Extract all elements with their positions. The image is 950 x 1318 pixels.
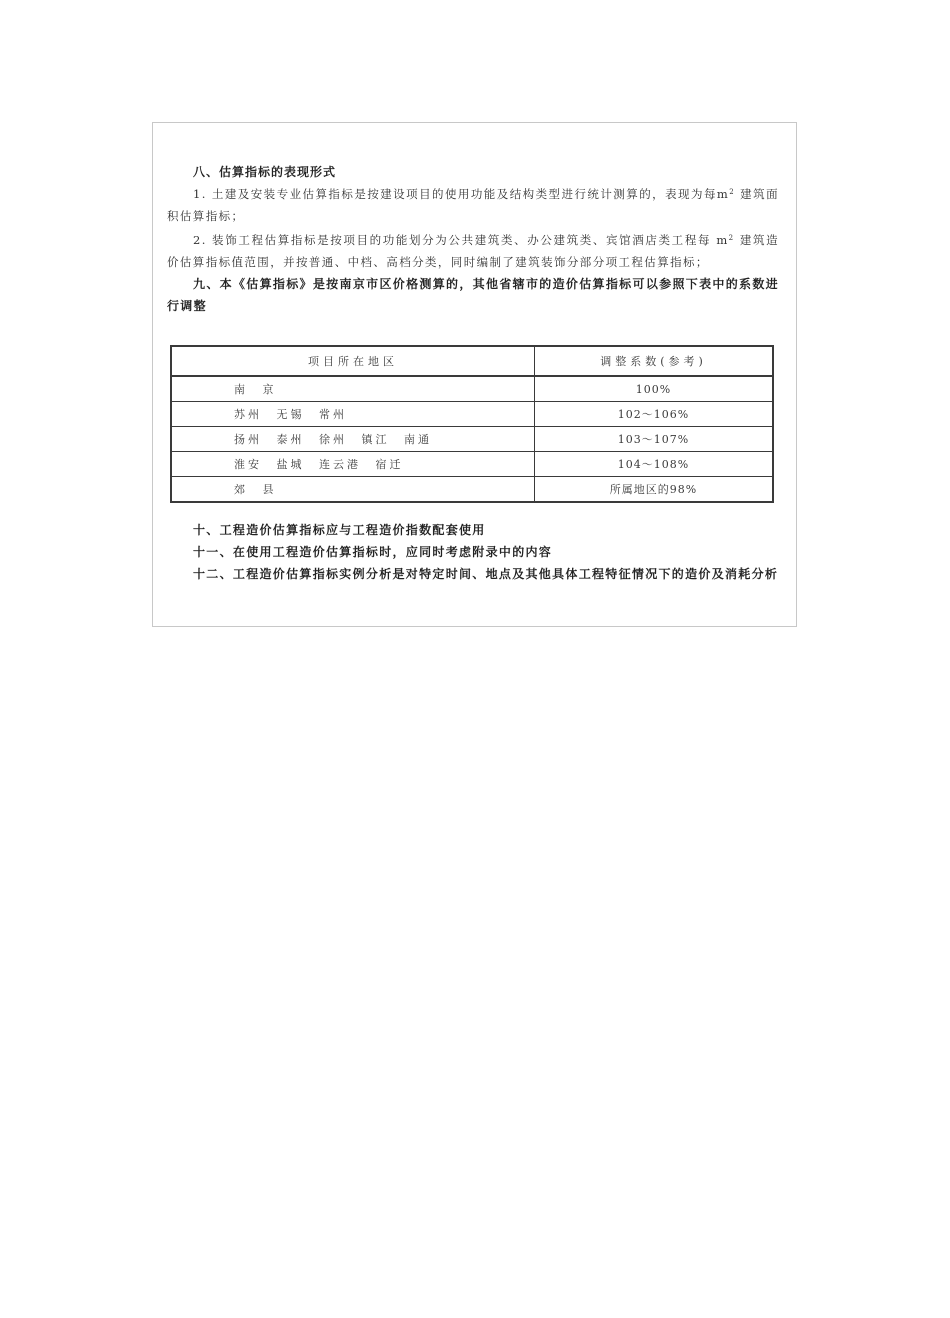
table-row	[171, 452, 773, 477]
section-8-item-1	[167, 181, 779, 227]
table-row	[171, 376, 773, 402]
section-11-text: 十一、在使用工程造价估算指标时，应同时考虑附录中的内容	[193, 545, 553, 559]
section-10-text: 十、工程造价估算指标应与工程造价指数配套使用	[193, 523, 486, 537]
table-row	[171, 402, 773, 427]
region-cell: 淮安 盐城 连云港 宿迁	[171, 452, 535, 477]
document-tail	[167, 519, 779, 585]
table-header-row	[171, 346, 773, 376]
table-row	[171, 477, 773, 503]
document-body	[167, 163, 779, 317]
section-12-text: 十二、工程造价估算指标实例分析是对特定时间、地点及其他具体工程特征情况下的造价及消耗分析	[193, 567, 779, 581]
column-header-region: 项目所在地区	[171, 346, 535, 376]
coefficient-cell: 102～106%	[535, 402, 774, 427]
section-8-item-2	[167, 227, 779, 273]
coefficient-cell: 100%	[535, 376, 774, 402]
section-8-heading: 八、估算指标的表现形式	[193, 165, 337, 179]
coefficient-cell: 所属地区的98%	[535, 477, 774, 503]
item-1-superscript: 2	[729, 188, 736, 196]
region-cell: 南 京	[171, 376, 535, 402]
item-2-superscript: 2	[728, 234, 735, 242]
item-1-text-end: 建筑面积估算指标；	[167, 187, 779, 223]
coefficient-cell: 103～107%	[535, 427, 774, 452]
table-row	[171, 427, 773, 452]
item-2-text: 2. 装饰工程估算指标是按项目的功能划分为公共建筑类、办公建筑类、宾馆酒店类工程每 m	[193, 233, 729, 247]
section-9-text: 九、本《估算指标》是按南京市区价格测算的，其他省辖市的造价估算指标可以参照下表中的系数进行调整	[167, 277, 779, 313]
item-2-text-end: 建筑造价估算指标值范围，并按普通、中档、高档分类，同时编制了建筑装饰分部分项工程估算指标；	[167, 233, 779, 269]
item-1-text: 1. 土建及安装专业估算指标是按建设项目的使用功能及结构类型进行统计测算的，表现为每	[193, 187, 717, 201]
column-header-coefficient: 调整系数(参考)	[535, 346, 774, 376]
region-cell: 扬州 泰州 徐州 镇江 南通	[171, 427, 535, 452]
coefficient-cell: 104～108%	[535, 452, 774, 477]
document-frame	[152, 122, 797, 627]
item-1-unit: m	[716, 187, 730, 201]
adjustment-coefficient-table	[170, 345, 774, 503]
region-cell: 苏州 无锡 常州	[171, 402, 535, 427]
region-cell: 郊 县	[171, 477, 535, 503]
